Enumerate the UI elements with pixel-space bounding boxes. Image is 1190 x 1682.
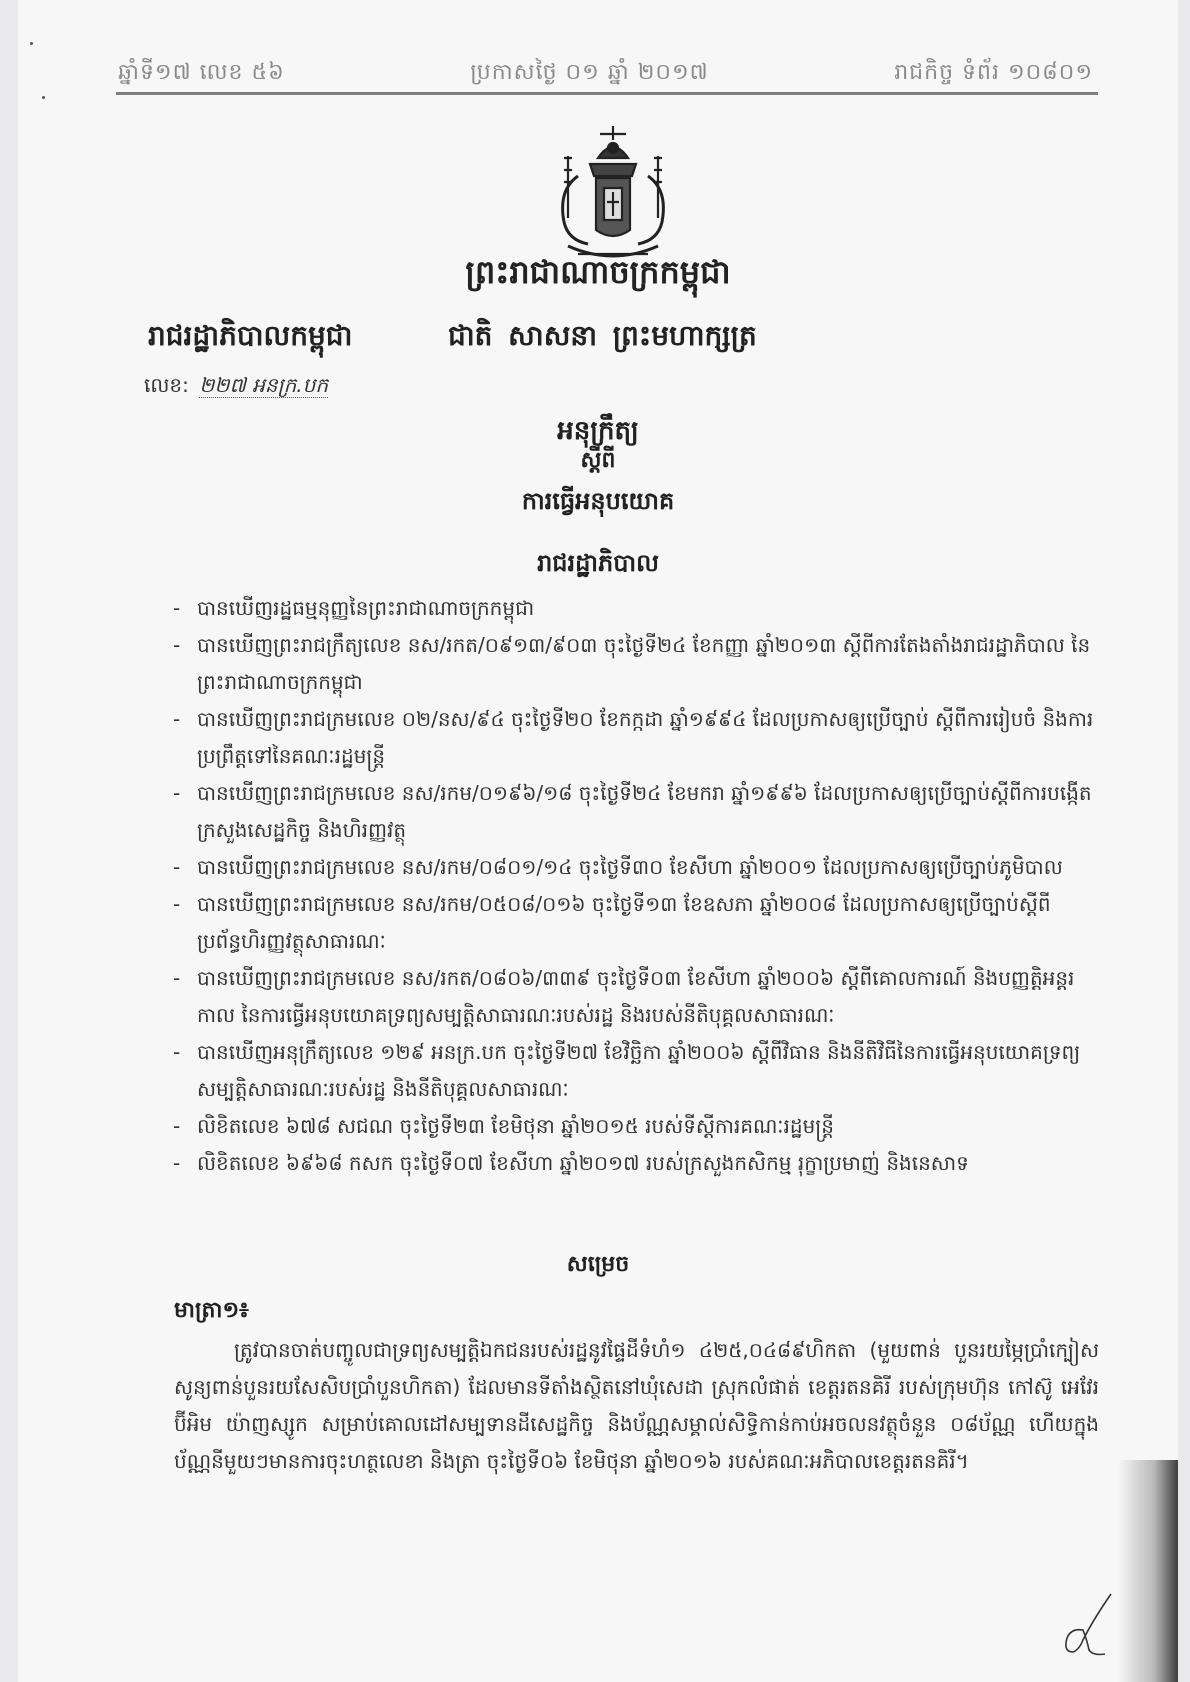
document-number	[144, 372, 328, 402]
document-subject: ការធ្វើអនុបយោគ	[521, 486, 675, 515]
reference-item: - បានឃើញព្រះរាជក្រមលេខ នស/រកម/០១៩៦/១៨ ចុះថ្ងៃទី២៤ ខែមករា ឆ្នាំ១៩៩៦ ដែលប្រកាសឲ្យប្រើច្បាប់ស្តីពីការបង្កើតក្រសួងសេដ្ឋកិច្ច និងហិរញ្ញវត្ថុ	[173, 775, 1103, 849]
reference-item: - បានឃើញព្រះរាជក្រឹត្យលេខ នស/រកត/០៩១៣/៩០៣ ចុះថ្ងៃទី២៤ ខែកញ្ញា ឆ្នាំ២០១៣ ស្តីពីការតែងតាំងរាជរដ្ឋាភិបាល នៃព្រះរាជាណាចក្រកម្ពុជា	[173, 627, 1103, 701]
scan-speck	[30, 42, 33, 45]
reference-item: - បានឃើញអនុក្រឹត្យលេខ ១២៩ អនក្រ.បក ចុះថ្ងៃទី២៧ ខែវិច្ឆិកា ឆ្នាំ២០០៦ ស្តីពីវិធាន និងនីតិវិធីនៃការធ្វើអនុបយោគទ្រព្យសម្បត្តិសាធារណៈរបស់រដ្ឋ និងនីតិបុគ្គលសាធារណៈ	[173, 1034, 1103, 1108]
reference-item: - បានឃើញព្រះរាជក្រមលេខ នស/រកម/០៥០៨/០១៦ ចុះថ្ងៃទី១៣ ខែឧសភា ឆ្នាំ២០០៨ ដែលប្រកាសឲ្យប្រើច្បាប់ស្តីពីប្រព័ន្ធហិរញ្ញវត្ថុសាធារណៈ	[173, 886, 1103, 960]
article-body: ត្រូវបានចាត់បញ្ចូលជាទ្រព្យសម្បត្តិឯកជនរបស់រដ្ឋនូវផ្ទៃដីទំហំ១ ៤២៥,០៤៨៩ហិកតា (មួយពាន់ បួនរយម្ភៃប្រាំក្បៀសសូន្យពាន់បួនរយសែសិបប្រាំបួនហិកតា) ដែលមានទីតាំងស្ថិតនៅឃុំសេដា ស្រុកលំផាត់ ខេត្តរតនគិរី របស់ក្រុមហ៊ុន កៅស៊ូ អេវែរ ប៊ីអិម យ៉ាញស្សូក សម្រាប់គោលដៅសម្បទានដីសេដ្ឋកិច្ច និងប័ណ្ណសម្គាល់សិទ្ធិកាន់កាប់អចលនវត្ថុចំនួន ០៨ប័ណ្ណ ហើយក្នុងប័ណ្ណនីមួយៗមានការចុះហត្ថលេខា និងត្រា ចុះថ្ងៃទី០៦ ខែមិថុនា ឆ្នាំ២០១៦ របស់គណៈអភិបាលខេត្តរតនគិរី។	[174, 1338, 1099, 1473]
document-type: អនុក្រឹត្យ	[557, 416, 639, 446]
reference-item: - លិខិតលេខ ៦៧៨ សជណ ចុះថ្ងៃទី២៣ ខែមិថុនា ឆ្នាំ២០១៥ របស់ទីស្តីការគណៈរដ្ឋមន្ត្រី	[173, 1108, 1103, 1145]
government-name: រាជរដ្ឋាភិបាលកម្ពុជា	[148, 319, 353, 352]
legal-references	[173, 590, 1103, 1182]
royal-emblem-icon	[538, 118, 688, 268]
gazette-issue: ឆ្នាំទី១៧ លេខ ៥៦	[118, 60, 285, 85]
scan-shadow	[1118, 1460, 1178, 1682]
reference-item: - លិខិតលេខ ៦៩៦៨ កសក ចុះថ្ងៃទី០៧ ខែសីហា ឆ្នាំ២០១៧ របស់ក្រសួងកសិកម្ម រុក្ខាប្រមាញ់ និងនេសាទ	[173, 1145, 1103, 1182]
gazette-date: ប្រកាសថ្ងៃ ០១ ឆ្នាំ ២០១៧	[470, 60, 709, 85]
document-issuer: រាជរដ្ឋាភិបាល	[537, 548, 659, 577]
document-page	[18, 0, 1178, 1682]
kingdom-name: ព្រះរាជាណាចក្រកម្ពុជា	[465, 253, 731, 291]
gazette-divider	[116, 92, 1098, 95]
gazette-page: រាជកិច្ច ទំព័រ ១០៨០១	[894, 60, 1093, 85]
handwritten-initials-icon	[1053, 1590, 1123, 1660]
gazette-header	[118, 58, 1093, 90]
document-about: ស្តីពី	[580, 447, 616, 473]
reference-item: - បានឃើញព្រះរាជក្រមលេខ នស/រកម/០៨០១/១៤ ចុះថ្ងៃទី៣០ ខែសីហា ឆ្នាំ២០០១ ដែលប្រកាសឲ្យប្រើច្បាប់ភូមិបាល	[173, 849, 1103, 886]
document-number-label: លេខ:	[144, 373, 189, 397]
reference-item: - បានឃើញរដ្ឋធម្មនុញ្ញនៃព្រះរាជាណាចក្រកម្ពុជា	[173, 590, 1103, 627]
reference-item: - បានឃើញព្រះរាជក្រមលេខ នស/រកត/០៨០៦/៣៣៩ ចុះថ្ងៃទី០៣ ខែសីហា ឆ្នាំ២០០៦ ស្តីពីគោលការណ៍ និងបញ្ញត្តិអន្តរកាល នៃការធ្វើអនុបយោគទ្រព្យសម្បត្តិសាធារណៈរបស់រដ្ឋ និងរបស់នីតិបុគ្គលសាធារណៈ	[173, 960, 1103, 1034]
document-number-value: ២២៧ អនក្រ.បក	[199, 373, 329, 397]
decision-heading: សម្រេច	[566, 1251, 630, 1277]
article-title: មាត្រា១៖	[174, 1297, 249, 1323]
reference-item: - បានឃើញព្រះរាជក្រមលេខ ០២/នស/៩៤ ចុះថ្ងៃទី២០ ខែកក្កដា ឆ្នាំ១៩៩៤ ដែលប្រកាសឲ្យប្រើច្បាប់ ស្តីពីការរៀបចំ និងការប្រព្រឹត្តទៅនៃគណៈរដ្ឋមន្ត្រី	[173, 701, 1103, 775]
scan-speck	[42, 96, 45, 99]
national-motto: ជាតិ សាសនា ព្រះមហាក្សត្រ	[448, 319, 757, 352]
